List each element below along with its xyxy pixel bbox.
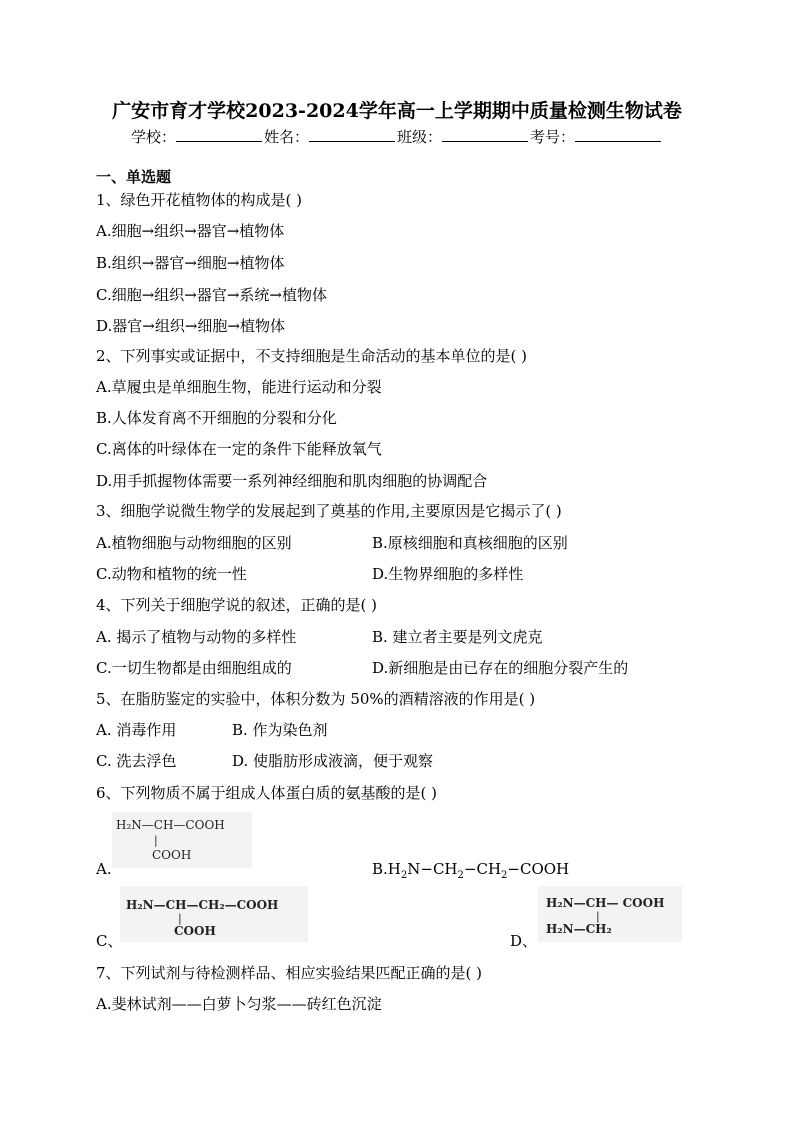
q6-stem: 6、下列物质不属于组成人体蛋白质的氨基酸的是( ) <box>96 784 438 802</box>
q4-option-b: B. 建立者主要是列文虎克 <box>372 628 543 646</box>
q1-option-b: B.组织→器官→细胞→植物体 <box>96 254 285 272</box>
q1-stem: 1、绿色开花植物体的构成是( ) <box>96 191 303 209</box>
q5-option-d: D. 使脂肪形成液滴，便于观察 <box>232 752 434 770</box>
section-heading: 一、单选题 <box>96 168 172 186</box>
student-info-row <box>0 126 794 147</box>
q6-d-formula-line1: H₂N—CH— COOH <box>546 896 665 910</box>
q4-option-a: A. 揭示了植物与动物的多样性 <box>96 628 297 646</box>
q6-option-d-label: D、 <box>510 932 538 950</box>
q3-option-b: B.原核细胞和真核细胞的区别 <box>372 534 568 552</box>
class-label: 班级： <box>397 128 443 146</box>
q4-option-c: C.一切生物都是由细胞组成的 <box>96 659 292 677</box>
q6-option-d-formula <box>538 886 682 942</box>
class-blank <box>442 127 528 142</box>
q3-option-c: C.动物和植物的统一性 <box>96 565 247 583</box>
school-label: 学校： <box>130 128 176 146</box>
q5-option-a: A. 消毒作用 <box>96 721 177 739</box>
q6-option-c-formula <box>120 886 308 942</box>
q6-c-formula-line2: COOH <box>174 924 216 938</box>
q7-stem: 7、下列试剂与待检测样品、相应实验结果匹配正确的是( ) <box>96 964 483 982</box>
q6-a-formula-line2: COOH <box>152 848 192 862</box>
q6-c-bond: | <box>178 912 182 925</box>
q5-option-b: B. 作为染色剂 <box>232 721 328 739</box>
q2-option-b: B.人体发育离不开细胞的分裂和分化 <box>96 409 337 427</box>
q2-stem: 2、下列事实或证据中，不支持细胞是生命活动的基本单位的是( ) <box>96 347 528 365</box>
exam-no-blank <box>575 127 661 142</box>
q6-option-a-formula <box>112 812 252 868</box>
q2-option-d: D.用手抓握物体需要一系列神经细胞和肌肉细胞的协调配合 <box>96 472 488 490</box>
q6-d-formula-line2: H₂N—CH₂ <box>546 922 612 936</box>
q6-option-a-label: A. <box>96 860 112 878</box>
q5-stem: 5、在脂肪鉴定的实验中，体积分数为 50%的酒精溶液的作用是( ) <box>96 690 536 708</box>
name-label: 姓名： <box>263 128 309 146</box>
q4-stem: 4、下列关于细胞学说的叙述，正确的是( ) <box>96 596 378 614</box>
q6-a-formula-line1: H₂N—CH—COOH <box>116 818 225 832</box>
page-title: 广安市育才学校2023-2024学年高一上学期期中质量检测生物试卷 <box>112 100 682 122</box>
q3-option-d: D.生物界细胞的多样性 <box>372 565 524 583</box>
q3-stem: 3、细胞学说微生物学的发展起到了奠基的作用,主要原因是它揭示了( ) <box>96 502 562 520</box>
q2-option-c: C.离体的叶绿体在一定的条件下能释放氧气 <box>96 440 382 458</box>
q6-d-bond: | <box>596 910 600 923</box>
q1-option-a: A.细胞→组织→器官→植物体 <box>96 222 285 240</box>
exam-no-label: 考号： <box>530 128 576 146</box>
q2-option-a: A.草履虫是单细胞生物，能进行运动和分裂 <box>96 378 382 396</box>
q6-option-b-label: B. <box>372 860 388 878</box>
q5-option-c: C. 洗去浮色 <box>96 752 177 770</box>
q4-option-d: D.新细胞是由已存在的细胞分裂产生的 <box>372 659 629 677</box>
q7-option-a: A.斐林试剂——白萝卜匀浆——砖红色沉淀 <box>96 995 382 1013</box>
school-blank <box>176 127 262 142</box>
q6-option-c-label: C、 <box>96 932 123 950</box>
q6-c-formula-line1: H₂N—CH—CH₂—COOH <box>126 898 279 912</box>
q6-option-b-formula: $H_2N-CH_2-CH_2-COOH$ <box>387 860 570 881</box>
q6-option-b <box>372 860 569 881</box>
q6-a-bond: | <box>154 834 158 847</box>
q1-option-d: D.器官→组织→细胞→植物体 <box>96 317 285 335</box>
q3-option-a: A.植物细胞与动物细胞的区别 <box>96 534 292 552</box>
name-blank <box>309 127 395 142</box>
q1-option-c: C.细胞→组织→器官→系统→植物体 <box>96 286 327 304</box>
